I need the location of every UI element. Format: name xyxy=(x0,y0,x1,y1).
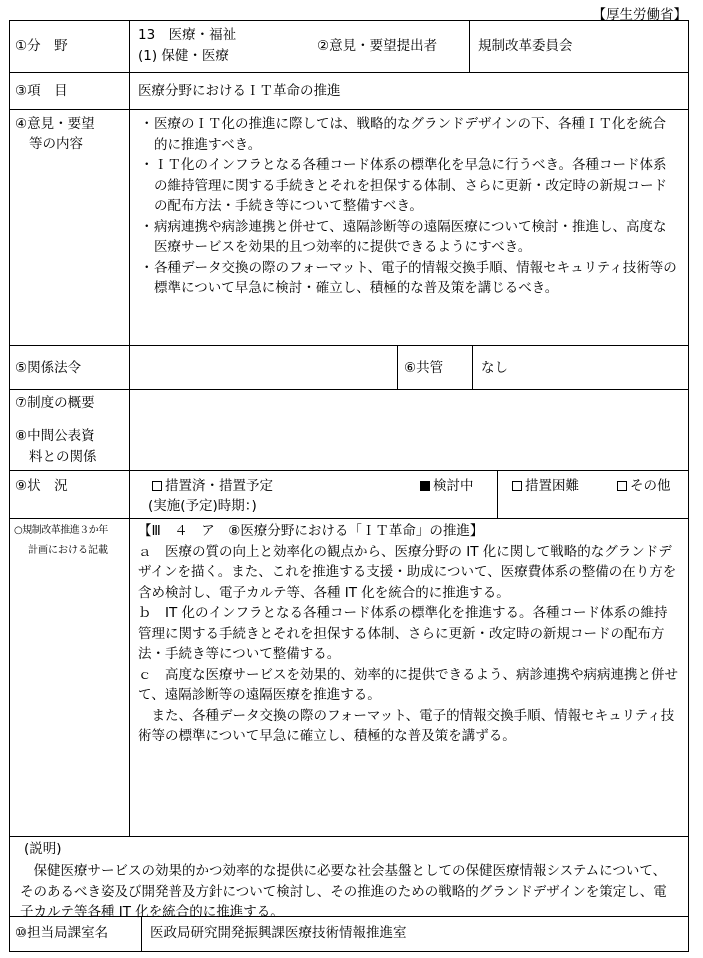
overview-value-cell xyxy=(129,390,688,470)
plan-item-a: ａ 医療の質の向上と効率化の観点から、医療分野の IT 化に関して戦略的なグランドデザインを描く。また、これを推進する支援・助成について、医療費体系の整備の在り方を含め検討し、電子カルテ等、各種 IT 化を統合的に推進する。 xyxy=(138,543,677,601)
plan-heading: 【Ⅲ ４ ア ⑧医療分野における「ＩＴ革命」の推進】 xyxy=(138,523,484,539)
item-value-cell xyxy=(129,73,688,109)
status-option-other-label: その他 xyxy=(630,478,671,494)
category-label-cell xyxy=(10,21,129,72)
bureau-label: ⑩担当局課室名 xyxy=(15,925,109,941)
checkbox-empty-icon xyxy=(617,481,627,491)
jurisdiction-value: なし xyxy=(481,360,508,376)
category-line2: (1) 保健・医療 xyxy=(138,48,229,64)
row-item xyxy=(10,73,688,110)
row-laws xyxy=(10,346,688,390)
row-opinion xyxy=(10,110,688,346)
submitter-value: 規制改革委員会 xyxy=(478,38,573,54)
bureau-label-cell xyxy=(10,917,141,951)
category-value-cell xyxy=(129,21,312,72)
status-option-other xyxy=(617,476,671,496)
opinion-bullet-3-text: 病病連携や病診連携と併せて、遠隔診断等の遠隔医療について検討・推進し、高度な医療サービスを効果的且つ効率的に提供できるようにすべき。 xyxy=(154,218,667,255)
opinion-content-cell xyxy=(129,110,688,345)
row-bureau xyxy=(10,917,688,951)
category-line1: 13 医療・福祉 xyxy=(138,27,237,43)
jurisdiction-label-cell xyxy=(397,346,472,389)
row-plan xyxy=(10,519,688,837)
laws-label-cell xyxy=(10,346,129,389)
opinion-bullet-1-text: 医療のＩＴ化の推進に際しては、戦略的なグランドデザインの下、各種ＩＴ化を統合的に推進すべき。 xyxy=(154,116,667,153)
bureau-value: 医政局研究開発振興課医療技術情報推進室 xyxy=(150,925,407,941)
plan-item-c-continued: また、各種データ交換の際のフォーマット、電子的情報交換手順、情報セキュリティ技術等の標準について早急に確立し、積極的な普及策を講ずる。 xyxy=(138,707,675,744)
laws-label: ⑤関係法令 xyxy=(15,360,82,376)
checkbox-filled-icon xyxy=(420,481,430,491)
row-overview xyxy=(10,390,688,471)
item-label-cell xyxy=(10,73,129,109)
row-explanation xyxy=(10,837,688,920)
status-implementation-timing: (実施(予定)時期：) xyxy=(148,498,257,514)
checkbox-empty-icon xyxy=(512,481,522,491)
opinion-bullet-4-text: 各種データ交換の際のフォーマット、電子的情報交換手順、情報セキュリティ技術等の標準について早急に検討・確立し、積極的な普及策を講じるべき。 xyxy=(154,259,677,296)
status-options-cell-2 xyxy=(497,471,688,518)
submitter-label-cell xyxy=(312,21,469,72)
status-option-under-review-label: 検討中 xyxy=(433,478,474,494)
plan-text-block xyxy=(138,521,680,747)
opinion-bullet-4: ・ 各種データ交換の際のフォーマット、電子的情報交換手順、情報セキュリティ技術等の標準について早急に検討・確立し、積極的な普及策を講じるべき。 xyxy=(140,259,677,296)
laws-value-cell xyxy=(129,346,397,389)
plan-label-line1: ○規制改革推進３か年 xyxy=(14,525,108,536)
ministry-label: 【厚生労働省】 xyxy=(592,7,687,23)
plan-label-line2: 計画における記載 xyxy=(28,545,108,556)
opinion-bullet-2-text: ＩＴ化のインフラとなる各種コード体系の標準化を早急に行うべき。各種コード体系の維持管理に関する手続きとそれを担保する体制、さらに更新・改定時の新規コードの配布方法・手続き等について整備すべき。 xyxy=(154,157,667,214)
row-status xyxy=(10,471,688,519)
opinion-label-line2: 等の内容 xyxy=(29,136,83,152)
submitter-value-cell xyxy=(469,21,688,72)
bureau-value-cell xyxy=(141,917,688,951)
status-option-implemented xyxy=(152,476,273,496)
row-category xyxy=(10,21,688,73)
status-options-cell xyxy=(129,471,497,518)
request-form-table xyxy=(9,20,689,952)
opinion-bullet-1: ・ 医療のＩＴ化の推進に際しては、戦略的なグランドデザインの下、各種ＩＴ化を統合的に推進すべき。 xyxy=(140,116,667,153)
overview-label-cell xyxy=(10,390,129,470)
status-option-difficult xyxy=(512,476,579,496)
opinion-bullet-3: ・ 病病連携や病診連携と併せて、遠隔診断等の遠隔医療について検討・推進し、高度な医療サービスを効果的且つ効率的に提供できるようにすべき。 xyxy=(140,218,667,255)
jurisdiction-value-cell xyxy=(472,346,688,389)
submitter-label: ②意見・要望提出者 xyxy=(317,38,438,54)
status-option-difficult-label: 措置困難 xyxy=(525,478,579,494)
status-option-under-review xyxy=(420,476,474,496)
jurisdiction-label: ⑥共管 xyxy=(404,360,444,376)
plan-item-c: ｃ 高度な医療サービスを効果的、効率的に提供できるよう、病診連携や病病連携と併せて、遠隔診断等の遠隔医療を推進する。 xyxy=(138,666,678,703)
plan-label-cell xyxy=(10,519,129,836)
plan-item-b: ｂ IT 化のインフラとなる各種コード体系の標準化を推進する。各種コード体系の維持管理に関する手続きとそれを担保する体制、さらに更新・改定時の新規コードの配布方法・手続き等について整備する。 xyxy=(138,605,668,662)
explanation-label: (説明) xyxy=(24,841,62,857)
opinion-bullet-2: ・ ＩＴ化のインフラとなる各種コード体系の標準化を早急に行うべき。各種コード体系の維持管理に関する手続きとそれを担保する体制、さらに更新・改定時の新規コードの配布方法・手続き等について整備すべき。 xyxy=(140,157,667,214)
category-label: ①分 野 xyxy=(15,38,68,54)
item-value: 医療分野におけるＩＴ革命の推進 xyxy=(138,83,341,99)
interim-label-line1: ⑧中間公表資 xyxy=(15,428,95,444)
checkbox-empty-icon xyxy=(152,481,162,491)
overview-label: ⑦制度の概要 xyxy=(15,395,95,411)
opinion-bullet-list xyxy=(140,114,678,299)
opinion-label-line1: ④意見・要望 xyxy=(15,116,95,132)
interim-label-line2: 料との関係 xyxy=(29,449,97,465)
explanation-text: 保健医療サービスの効果的かつ効率的な提供に必要な社会基盤としての保健医療情報システムについて、そのあるべき姿及び開発普及方針について検討し、その推進のための戦略的グランドデザインを策定し、電子カルテ等各種 IT 化を統合的に推進する。 xyxy=(20,863,667,920)
item-label: ③項 目 xyxy=(15,83,68,99)
status-label: ⑨状 況 xyxy=(15,478,68,494)
plan-content-cell xyxy=(129,519,688,836)
status-option-implemented-label: 措置済・措置予定 xyxy=(165,478,273,494)
status-label-cell xyxy=(10,471,129,518)
opinion-label-cell xyxy=(10,110,129,345)
